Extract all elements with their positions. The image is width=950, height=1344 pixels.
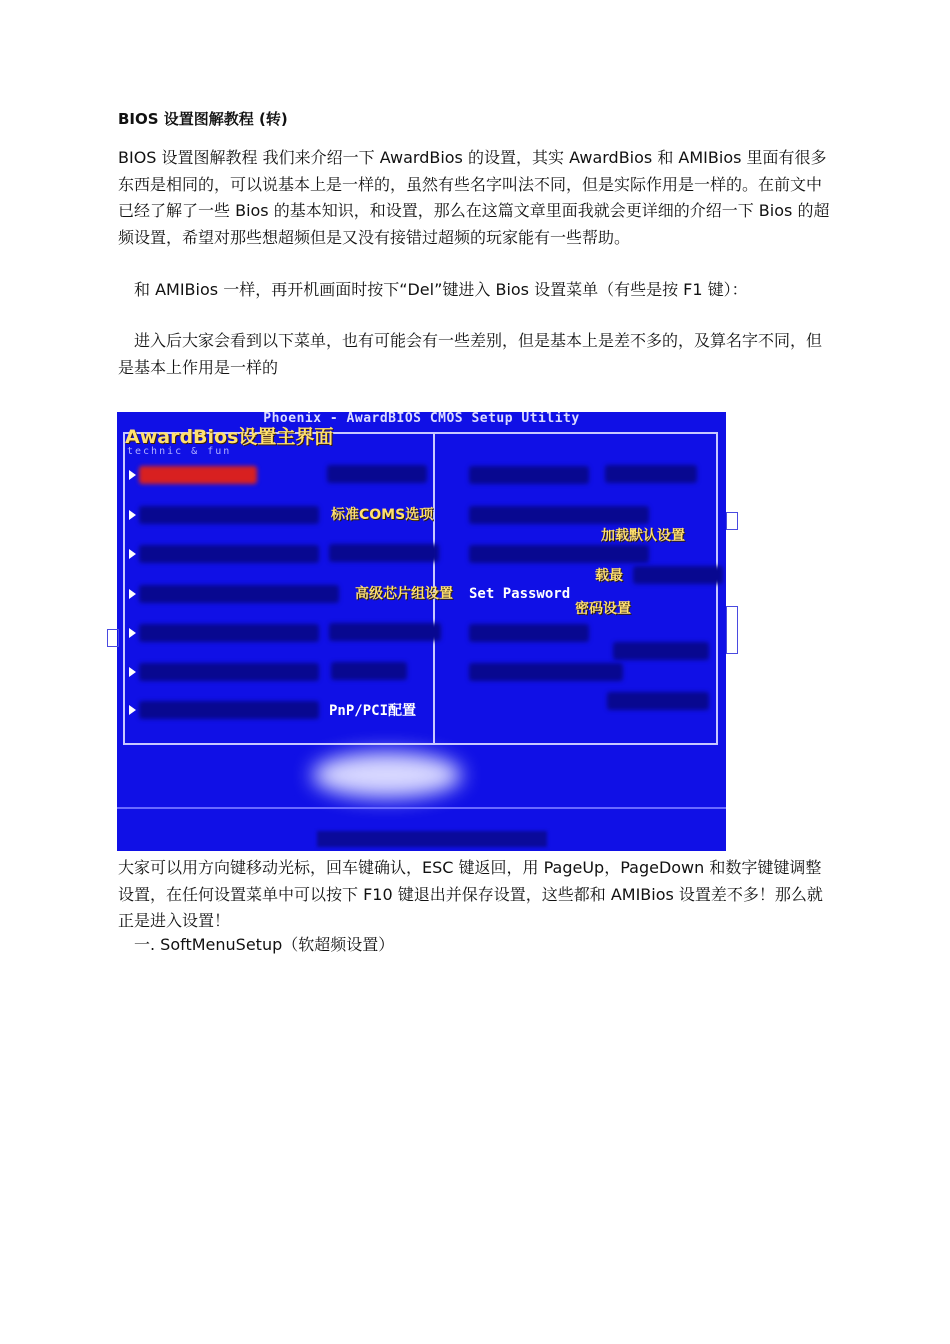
blurred-menu-item (139, 545, 319, 563)
page-fragment-mark (726, 606, 738, 654)
blurred-menu-item (139, 506, 319, 524)
bios-glare (312, 752, 462, 798)
blurred-menu-item (139, 701, 319, 719)
menu-arrow-icon (129, 628, 136, 638)
label-load-defaults: 加载默认设置 (601, 528, 685, 544)
blurred-menu-item (139, 466, 257, 484)
label-set-password: Set Password (469, 586, 571, 602)
blurred-menu-value (607, 692, 709, 710)
menu-arrow-icon (129, 510, 136, 520)
label-password: 密码设置 (575, 601, 631, 617)
paragraph-navigation: 大家可以用方向键移动光标，回车键确认，ESC 键返回，用 PageUp，PageDown 和数字键键调整设置，在任何设置菜单中可以按下 F10 键退出并保存设置，这些都和 AMIBios 设置差不多！那么就正是进入设置！ (118, 858, 823, 930)
blurred-menu-item (469, 506, 649, 524)
blurred-menu-item (469, 466, 589, 484)
blurred-menu-value (605, 465, 697, 483)
paragraph-section-heading-text: 一. SoftMenuSetup（软超频设置） (134, 935, 395, 954)
blurred-menu-item (139, 624, 319, 642)
blurred-menu-value (331, 662, 407, 680)
menu-arrow-icon (129, 549, 136, 559)
paragraph-enter-bios (118, 277, 836, 304)
paragraph-intro: BIOS 设置图解教程 我们来介绍一下 AwardBios 的设置，其实 AwardBios 和 AMIBios 里面有很多东西是相同的，可以说基本上是一样的，虽然有些名字叫法不同，但是实际作用是一样的。在前文中已经了解了一些 Bios 的基本知识，和设置，那么在这篇文章里面我就会更详细的介绍一下 Bios 的超频设置，希望对那些想超频但是又没有接错过超频的玩家能有一些帮助。 (118, 148, 830, 247)
menu-arrow-icon (129, 589, 136, 599)
blurred-menu-value (329, 623, 441, 641)
bios-screenshot (117, 412, 726, 851)
page-fragment-mark (726, 512, 738, 530)
bios-bottom-divider (117, 807, 726, 809)
blurred-menu-value (633, 566, 723, 584)
page-fragment-mark (107, 629, 119, 647)
paragraph-enter-bios-text: 和 AMIBios 一样，再开机画面时按下“Del”键进入 Bios 设置菜单（有些是按 F1 键）： (134, 280, 748, 299)
blurred-menu-item (469, 624, 589, 642)
blurred-menu-value (327, 465, 427, 483)
blurred-status-bar (317, 831, 547, 847)
blurred-menu-value (613, 642, 709, 660)
blurred-menu-item (469, 663, 623, 681)
menu-arrow-icon (129, 705, 136, 715)
menu-arrow-icon (129, 667, 136, 677)
bios-logo-subtitle: technic & fun (127, 446, 232, 457)
label-standard-coms: 标准COMS选项 (331, 507, 434, 523)
blurred-menu-item (139, 585, 339, 603)
label-load: 载最 (595, 568, 623, 584)
menu-arrow-icon (129, 470, 136, 480)
label-advanced-chipset: 高级芯片组设置 (355, 586, 453, 602)
blurred-menu-item (139, 663, 319, 681)
paragraph-menu-description (118, 328, 836, 381)
label-pnp-pci: PnP/PCI配置 (329, 703, 417, 719)
paragraph-menu-description-text: 进入后大家会看到以下菜单，也有可能会有一些差别，但是基本上是差不多的，及算名字不同，但是基本上作用是一样的 (118, 331, 823, 377)
bios-overlay-title: AwardBios设置主界面 (125, 426, 334, 448)
bios-top-title: Phoenix - AwardBIOS CMOS Setup Utility (263, 412, 580, 426)
blurred-menu-item (469, 545, 649, 563)
document-title: BIOS 设置图解教程 (转) (118, 110, 288, 128)
blurred-menu-value (329, 544, 439, 562)
paragraph-section-heading (118, 932, 836, 959)
